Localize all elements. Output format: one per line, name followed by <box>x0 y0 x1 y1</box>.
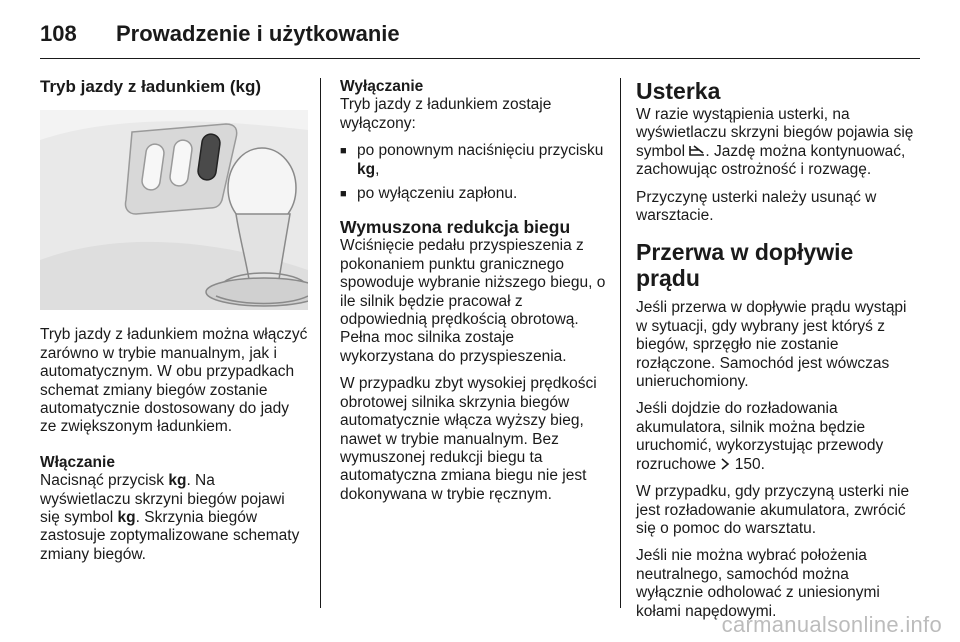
subheading-enable: Włączanie <box>40 453 115 471</box>
bullet-list <box>340 142 606 203</box>
column-divider <box>320 78 321 608</box>
column-middle <box>340 78 606 513</box>
page-reference[interactable]: 150 <box>734 455 761 473</box>
paragraph: Jeśli przerwa w dopływie prądu wystąpi w sytuacji, gdy wybrany jest któryś z biegów, sprzęgło nie zostanie rozłączone. Samochód jest wówczas unieruchomiony. <box>636 299 907 391</box>
paragraph: Tryb jazdy z ładunkiem można włączyć zarówno w trybie manualnym, jak i automatycznym. W obu przypadkach schemat zmiany biegów zostanie automatycznie dostosowany do jady ze zwiększonym ładunkiem. <box>40 326 308 436</box>
watermark: carmanualsonline.info <box>721 612 942 637</box>
paragraph: Nacisnąć przycisk kg. Na wyświetlaczu skrzyni biegów pojawi się symbol kg. Skrzynia biegów zastosuje zoptymalizowane schematy zmiany biegów. <box>40 472 300 563</box>
gearbox-fault-icon <box>689 144 705 157</box>
page-title: Prowadzenie i użytkowanie <box>116 21 400 46</box>
column-right <box>636 78 920 630</box>
section-heading-fault: Usterka <box>636 78 721 104</box>
paragraph: Wciśnięcie pedału przyspieszenia z pokonaniem punktu granicznego spowoduje wybranie niższego biegu, o ile silnik będzie pracował z odpowiednią prędkością obrotową. Pełna moc silnika zostaje wykorzystana do przyspieszenia. <box>340 237 606 365</box>
page-number: 108 <box>40 21 77 46</box>
subheading-disable: Wyłączanie <box>340 78 424 95</box>
paragraph: W przypadku, gdy przyczyną usterki nie jest rozładowanie akumulatora, zwrócić się o pomoc do warsztatu. <box>636 483 910 537</box>
paragraph: Jeśli dojdzie do rozładowania akumulatora, silnik można będzie uruchomić, wykorzystując przewody rozruchowe 150. <box>636 400 884 473</box>
paragraph: Przyczynę usterki należy usunąć w warsztacie. <box>636 188 877 225</box>
paragraph: Tryb jazdy z ładunkiem zostaje wyłączony: <box>340 96 552 132</box>
paragraph: Jeśli nie można wybrać położenia neutralnego, samochód można wyłącznie odholować z uniesionymi kołami napędowymi. <box>636 547 880 620</box>
section-heading-power: Przerwa w dopływie prądu <box>636 239 854 292</box>
section-heading-load-mode: Tryb jazdy z ładunkiem (kg) <box>40 77 262 96</box>
page-ref-arrow-icon <box>720 458 730 470</box>
button-panel <box>125 124 236 214</box>
section-heading-kickdown: Wymuszona redukcja biegu <box>340 217 571 238</box>
column-divider <box>620 78 621 608</box>
column-left <box>40 78 308 573</box>
header-rule <box>40 58 920 59</box>
list-item: ■ po wyłączeniu zapłonu. <box>340 185 606 203</box>
paragraph: W przypadku zbyt wysokiej prędkości obrotowej silnika skrzynia biegów automatycznie włącza wyższy bieg, nawet w trybie manualnym. Bez wymuszonej redukcji biegu ta automatyczna zmiana biegu nie jest dokonywana w trybie ręcznym. <box>340 375 597 503</box>
list-item: ■ po ponownym naciśnięciu przycisku kg, <box>340 142 606 179</box>
paragraph: W razie wystąpienia usterki, na wyświetlaczu skrzyni biegów pojawia się symbol . Jazdę można kontynuować, zachowując ostrożność i rozwagę. <box>636 106 914 179</box>
gear-lever-illustration <box>40 110 308 310</box>
page-header <box>40 14 920 54</box>
